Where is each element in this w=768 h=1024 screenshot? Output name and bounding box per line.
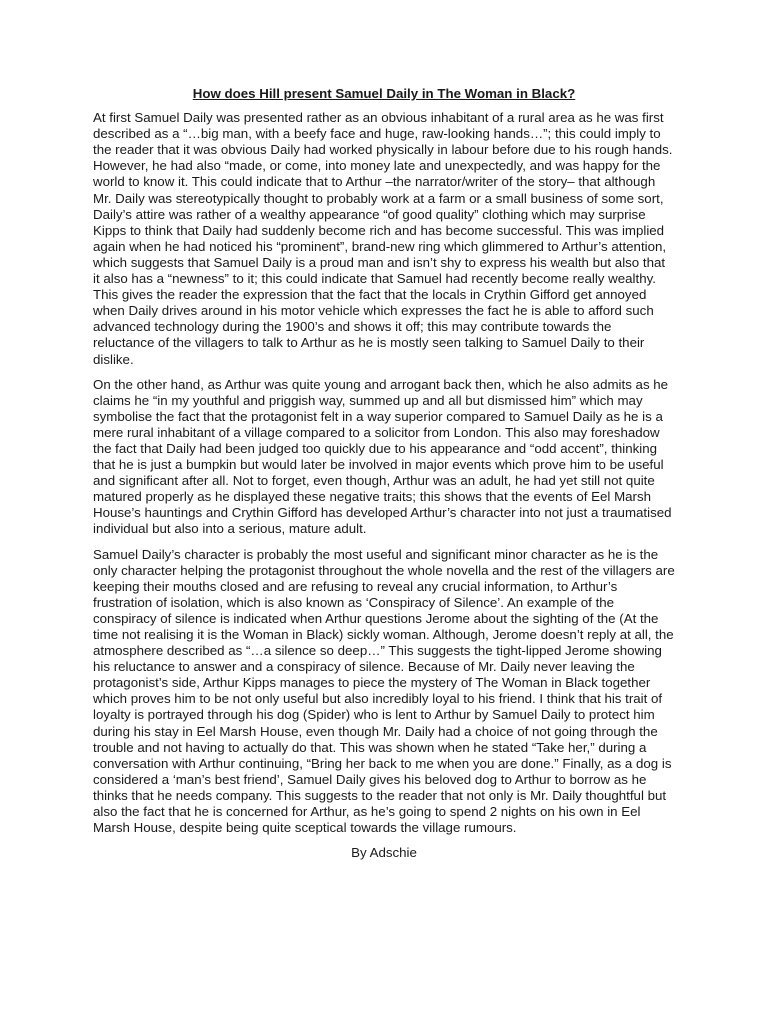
- paragraph-3: Samuel Daily’s character is probably the most useful and significant minor character as he is the only character helping the protagonist throughout the whole novella and the rest of the villagers are keeping their mouths closed and are refusing to reveal any crucial information, to Arthur’s frustration of isolation, which is also known as ‘Conspiracy of Silence’. An example of the conspiracy of silence is indicated when Arthur questions Jerome about the sighting of the (At the time not realising it is the Woman in Black) sickly woman. Although, Jerome doesn’t reply at all, the atmosphere described as “…a silence so deep…” This suggests the tight-lipped Jerome showing his reluctance to answer and a conspiracy of silence. Because of Mr. Daily never leaving the protagonist’s side, Arthur Kipps manages to piece the mystery of The Woman in Black together which proves him to be not only useful but also incredibly loyal to his friend. I think that his trait of loyalty is portrayed through his dog (Spider) who is lent to Arthur by Samuel Daily to protect him during his stay in Eel Marsh House, even though Mr. Daily had a choice of not going through the trouble and not having to actually do that. This was shown when he stated “Take her,” during a conversation with Arthur continuing, “Bring her back to me when you are done.” Finally, as a dog is considered a ‘man’s best friend’, Samuel Daily gives his beloved dog to Arthur to borrow as he thinks that he needs company. This suggests to the reader that not only is Mr. Daily thoughtful but also the fact that he is concerned for Arthur, as he’s going to spend 2 nights on his own in Eel Marsh House, despite being quite sceptical towards the village rumours.: [93, 546, 675, 836]
- author-byline: By Adschie: [351, 845, 417, 861]
- document-page: [93, 86, 675, 861]
- paragraph-1: At first Samuel Daily was presented rather as an obvious inhabitant of a rural area as he was first described as a “…big man, with a beefy face and huge, raw-looking hands…”; this could imply to the reader that it was obvious Daily had worked physically in labour before due to his rough hands. However, he had also “made, or come, into money late and unexpectedly, and was happy for the world to know it. This could indicate that to Arthur –the narrator/writer of the story– that although Mr. Daily was stereotypically thought to probably work at a farm or a small business of some sort, Daily’s attire was rather of a wealthy appearance “of good quality” clothing which may surprise Kipps to think that Daily had suddenly become rich and has become successful. This was implied again when he had noticed his “prominent”, brand-new ring which glimmered to Arthur’s attention, which suggests that Samuel Daily is a proud man and isn’t shy to express his wealth but also that it also has a “newness” to it; this could indicate that Samuel had recently become really wealthy. This gives the reader the expression that the fact that the locals in Crythin Gifford get annoyed when Daily drives around in his motor vehicle which expresses the fact he is able to afford such advanced technology during the 1900’s and shows it off; this may contribute towards the reluctance of the villagers to talk to Arthur as he is mostly seen talking to Samuel Daily to their dislike.: [93, 110, 673, 367]
- document-title: How does Hill present Samuel Daily in The Woman in Black?: [192, 86, 576, 101]
- paragraph-2: On the other hand, as Arthur was quite young and arrogant back then, which he also admits as he claims he “in my youthful and priggish way, summed up and all but dismissed him” which may symbolise the fact that the protagonist felt in a way superior compared to Samuel Daily as he is a mere rural inhabitant of a village compared to a solicitor from London. This also may foreshadow the fact that Daily had been judged too quickly due to his appearance and “odd accent”, thinking that he is just a bumpkin but would later be involved in major events which prove him to be useful and significant after all. Not to forget, even though, Arthur was an adult, he had yet still not quite matured properly as he displayed these negative traits; this shows that the events of Eel Marsh House’s hauntings and Crythin Gifford has developed Arthur’s character into not just a traumatised individual but also into a serious, mature adult.: [93, 376, 672, 537]
